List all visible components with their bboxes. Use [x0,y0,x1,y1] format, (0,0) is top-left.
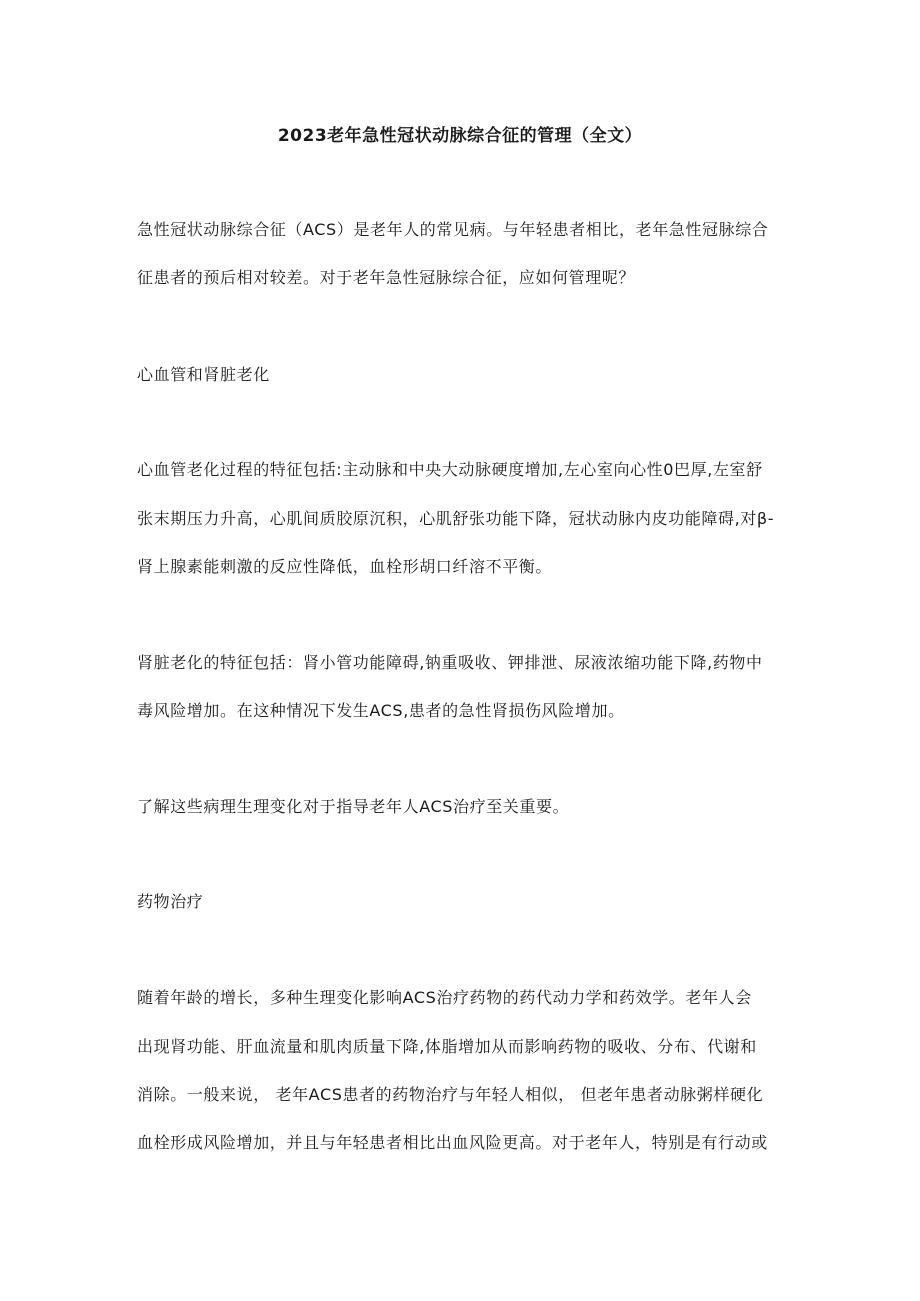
document-title: 2023老年急性冠状动脉综合征的管理（全文） [277,126,643,146]
drug-therapy-line-2: 出现肾功能、肝血流量和肌肉质量下降,体脂增加从而影响药物的吸收、分布、代谢和 [137,1037,757,1056]
renal-aging-line-2: 毒风险增加。在这种情况下发生ACS,患者的急性肾损伤风险增加。 [137,701,625,720]
intro-line-2: 征患者的预后相对较差。对于老年急性冠脉综合征，应如何管理呢？ [137,268,636,287]
section-heading-drug-therapy: 药物治疗 [137,892,204,911]
drug-therapy-line-1: 随着年龄的增长，多种生理变化影响ACS治疗药物的药代动力学和药效学。老年人会 [137,988,752,1007]
renal-aging-line-1: 肾脏老化的特征包括：肾小管功能障碍,钠重吸收、钾排泄、尿液浓缩功能下降,药物中 [137,653,763,672]
cardio-aging-line-1: 心血管老化过程的特征包括:主动脉和中央大动脉硬度增加,左心室向心性0巴厚,左室舒 [137,460,763,479]
cardio-aging-line-3: 肾上腺素能刺激的反应性降低，血栓形胡口纤溶不平衡。 [137,557,553,576]
section-heading-cardiorenal-aging: 心血管和肾脏老化 [137,365,270,384]
drug-therapy-line-3: 消除。一般来说， 老年ACS患者的药物治疗与年轻人相似， 但老年患者动脉粥样硬化 [137,1085,764,1104]
drug-therapy-line-4: 血栓形成风险增加，并且与年轻患者相比出血风险更高。对于老年人，特别是有行动或 [137,1133,768,1152]
pathophysiology-line-1: 了解这些病理生理变化对于指导老年人ACS治疗至关重要。 [137,797,570,816]
cardio-aging-line-2: 张末期压力升高，心肌间质胶原沉积，心肌舒张功能下降，冠状动脉内皮功能障碍,对β- [137,509,775,528]
intro-line-1: 急性冠状动脉综合征（ACS）是老年人的常见病。与年轻患者相比，老年急性冠脉综合 [137,220,769,239]
